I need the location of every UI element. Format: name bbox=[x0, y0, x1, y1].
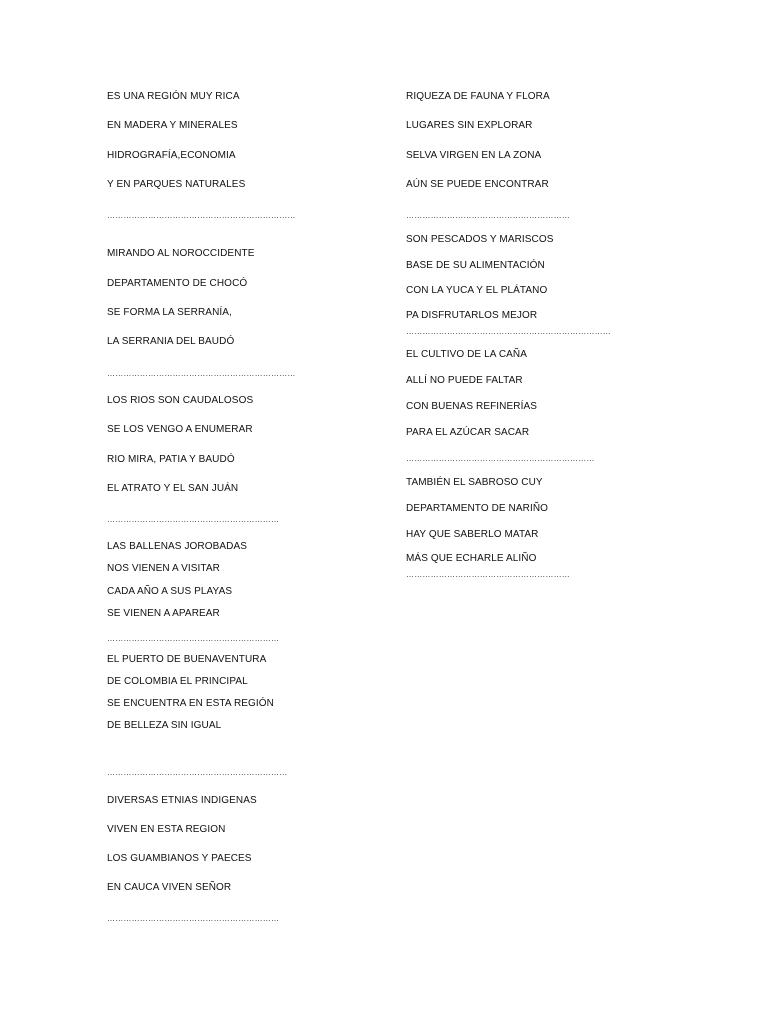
verse-line: NOS VIENEN A VISITAR bbox=[107, 563, 220, 574]
verse-line: LOS RIOS SON CAUDALOSOS bbox=[107, 395, 254, 406]
stanza-separator: ………………………………………………………………… bbox=[406, 327, 611, 336]
stanza-separator: ……………………………………………………… bbox=[107, 914, 280, 923]
stanza-separator: ……………………………………………………… bbox=[107, 515, 280, 524]
stanza-separator: …………………………………………………… bbox=[406, 211, 570, 220]
verse-line: PARA EL AZÚCAR SACAR bbox=[406, 427, 530, 438]
verse-line: EL PUERTO DE BUENAVENTURA bbox=[107, 654, 267, 665]
verse-line: SE LOS VENGO A ENUMERAR bbox=[107, 424, 253, 435]
verse-line: EL ATRATO Y EL SAN JUÁN bbox=[107, 483, 239, 494]
verse-line: DEPARTAMENTO DE NARIÑO bbox=[406, 503, 549, 514]
verse-line: DE BELLEZA SIN IGUAL bbox=[107, 720, 222, 731]
verse-line: HAY QUE SABERLO MATAR bbox=[406, 529, 539, 540]
verse-line: LUGARES SIN EXPLORAR bbox=[406, 120, 533, 131]
verse-line: EL CULTIVO DE LA CAÑA bbox=[406, 349, 528, 360]
stanza-separator: ………………………………………………………… bbox=[107, 768, 288, 777]
verse-line: LA SERRANIA DEL BAUDÓ bbox=[107, 336, 235, 347]
verse-line: MÁS QUE ECHARLE ALIÑO bbox=[406, 553, 537, 564]
stanza-separator: …………………………………………………………… bbox=[107, 369, 296, 378]
verse-line: RIO MIRA, PATIA Y BAUDÓ bbox=[107, 454, 235, 465]
verse-line: DEPARTAMENTO DE CHOCÓ bbox=[107, 278, 248, 289]
verse-line: SELVA VIRGEN EN LA ZONA bbox=[406, 150, 542, 161]
verse-line: CON LA YUCA Y EL PLÁTANO bbox=[406, 285, 548, 296]
verse-line: EN CAUCA VIVEN SEÑOR bbox=[107, 882, 232, 893]
stanza-separator: …………………………………………………………… bbox=[107, 211, 296, 220]
verse-line: CON BUENAS REFINERÍAS bbox=[406, 401, 538, 412]
verse-line: CADA AÑO A SUS PLAYAS bbox=[107, 586, 233, 597]
verse-line: LAS BALLENAS JOROBADAS bbox=[107, 541, 248, 552]
verse-line: SE ENCUENTRA EN ESTA REGIÓN bbox=[107, 698, 274, 709]
verse-line: HIDROGRAFÍA,ECONOMIA bbox=[107, 150, 236, 161]
verse-line: PA DISFRUTARLOS MEJOR bbox=[406, 310, 538, 321]
verse-line: AÚN SE PUEDE ENCONTRAR bbox=[406, 179, 549, 190]
stanza-separator: ……………………………………………………… bbox=[107, 634, 280, 643]
verse-line: DIVERSAS ETNIAS INDIGENAS bbox=[107, 795, 257, 806]
verse-line: TAMBIÉN EL SABROSO CUY bbox=[406, 477, 543, 488]
stanza-separator: …………………………………………………… bbox=[406, 570, 570, 579]
verse-line: EN MADERA Y MINERALES bbox=[107, 120, 238, 131]
verse-line: ALLÍ NO PUEDE FALTAR bbox=[406, 375, 523, 386]
verse-line: SE VIENEN A APAREAR bbox=[107, 608, 220, 619]
verse-line: Y EN PARQUES NATURALES bbox=[107, 179, 246, 190]
verse-line: SE FORMA LA SERRANÍA, bbox=[107, 307, 232, 318]
verse-line: RIQUEZA DE FAUNA Y FLORA bbox=[406, 91, 550, 102]
verse-line: DE COLOMBIA EL PRINCIPAL bbox=[107, 676, 248, 687]
verse-line: SON PESCADOS Y MARISCOS bbox=[406, 234, 554, 245]
verse-line: BASE DE SU ALIMENTACIÓN bbox=[406, 260, 545, 271]
stanza-separator: …………………………………………………………… bbox=[406, 454, 595, 463]
verse-line: MIRANDO AL NOROCCIDENTE bbox=[107, 248, 255, 259]
verse-line: LOS GUAMBIANOS Y PAECES bbox=[107, 853, 252, 864]
verse-line: VIVEN EN ESTA REGION bbox=[107, 824, 226, 835]
verse-line: ES UNA REGIÓN MUY RICA bbox=[107, 91, 240, 102]
